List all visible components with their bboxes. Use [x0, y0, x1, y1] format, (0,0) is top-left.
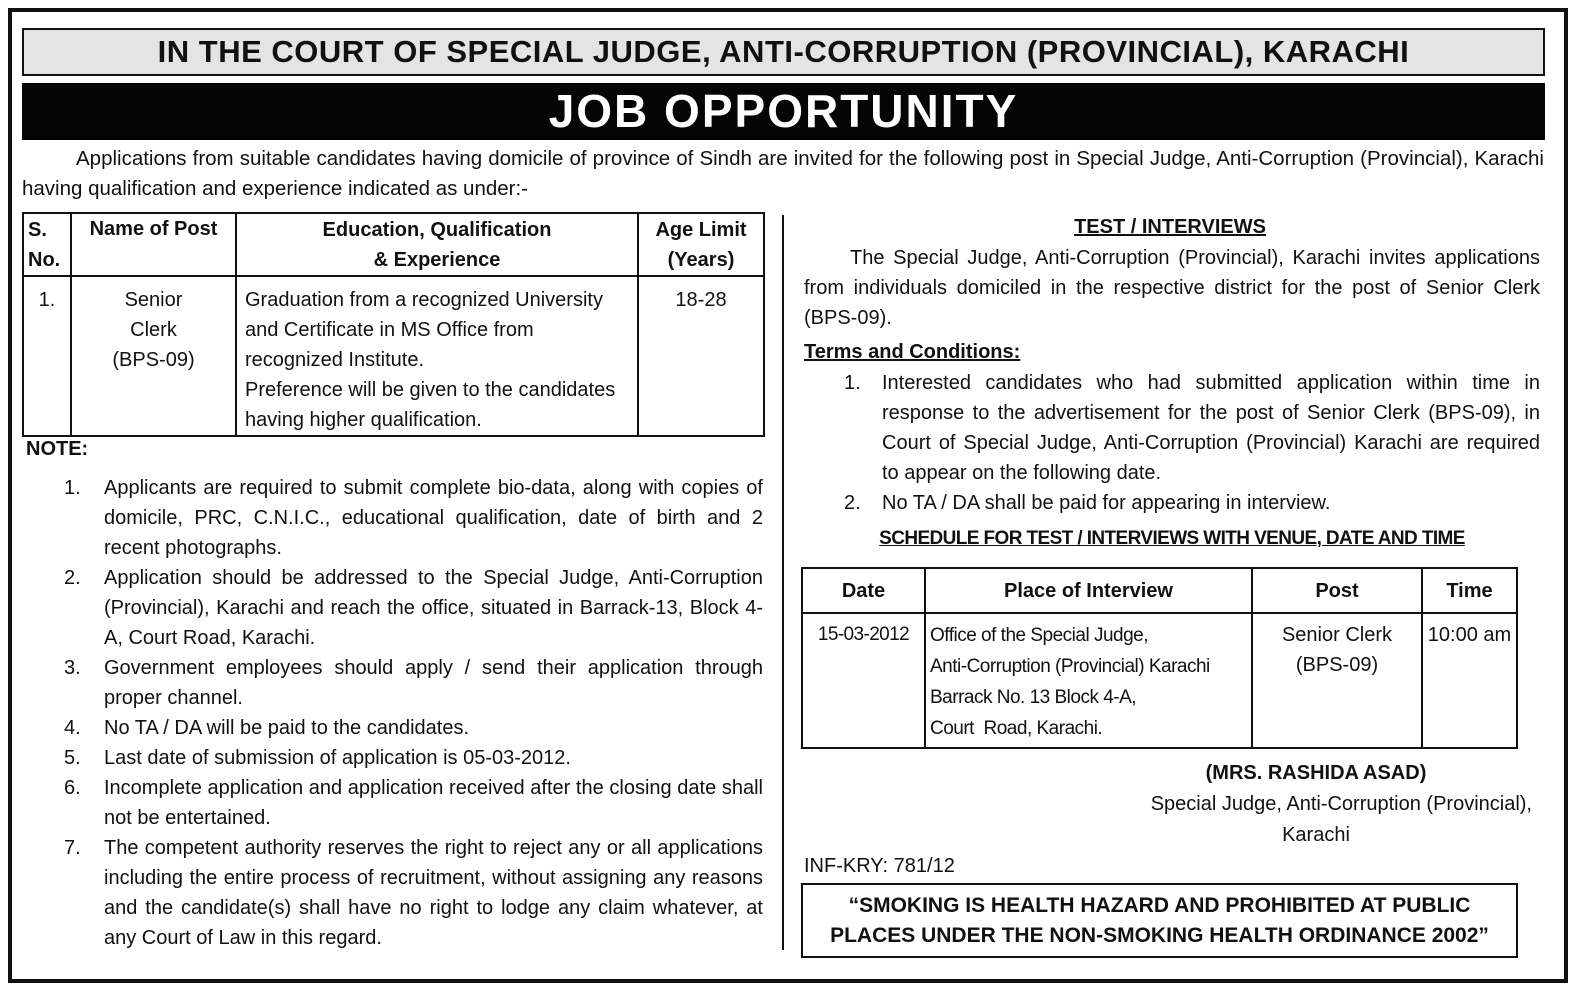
- table-row: [802, 613, 1517, 748]
- item-text: No TA / DA will be paid to the candidates.: [104, 717, 470, 739]
- header-name: Name of Post: [71, 213, 236, 276]
- header-date: Date: [802, 568, 925, 613]
- cell-post: [1252, 613, 1422, 748]
- header-age: Age Limit (Years): [638, 213, 764, 276]
- signatory-city: Karachi: [1282, 824, 1350, 846]
- schedule-heading: SCHEDULE FOR TEST / INTERVIEWS WITH VENUE, DATE AND TIME: [879, 528, 1465, 549]
- smoking-line: PLACES UNDER THE NON-SMOKING HEALTH ORDINANCE 2002”: [830, 924, 1489, 947]
- item-number: 1.: [64, 477, 81, 499]
- edu-preference: Preference will be given to the candidates having higher qualification.: [245, 379, 616, 431]
- item-text: Last date of submission of application is 05-03-2012.: [104, 747, 571, 769]
- header-sno: S. No.: [23, 213, 71, 276]
- list-item: [800, 368, 1540, 488]
- list-item: [22, 563, 763, 653]
- post-table: [22, 212, 765, 437]
- table-header-row: [23, 213, 764, 276]
- place-line: Office of the Special Judge,: [930, 625, 1149, 646]
- item-text: Interested candidates who had submitted application within time in response to the advertisement for the post of Senior Clerk (BPS-09), in Court of Special Judge, Anti-Corruption (Provincial) Karachi are required to appear on the following date.: [882, 372, 1540, 484]
- column-divider: [782, 215, 784, 950]
- header-post: Post: [1252, 568, 1422, 613]
- item-text: Incomplete application and application received after the closing date shall not be entertained.: [104, 777, 763, 829]
- list-item: [800, 488, 1540, 518]
- item-text: The competent authority reserves the right to reject any or all applications including the entire process of recruitment, without assigning any reasons and the candidate(s) shall have no right to lodge any claim whatever, at any Court of Law in this regard.: [104, 837, 763, 949]
- list-item: [22, 743, 763, 773]
- terms-heading: Terms and Conditions:: [804, 341, 1021, 363]
- cell-edu: [236, 276, 638, 436]
- list-item: [22, 773, 763, 833]
- item-number: 7.: [64, 837, 81, 859]
- place-line: Anti-Corruption (Provincial) Karachi: [930, 656, 1210, 677]
- item-number: 5.: [64, 747, 81, 769]
- test-paragraph: The Special Judge, Anti-Corruption (Provincial), Karachi invites applications from individuals domiciled in the respective district for the post of Senior Clerk (BPS-09).: [804, 247, 1540, 329]
- court-header: IN THE COURT OF SPECIAL JUDGE, ANTI-CORRUPTION (PROVINCIAL), KARACHI: [22, 28, 1545, 76]
- place-line: Barrack No. 13 Block 4-A,: [930, 687, 1137, 708]
- signatory-name: (MRS. RASHIDA ASAD): [1205, 762, 1427, 784]
- table-header-row: [802, 568, 1517, 613]
- table-row: [23, 276, 764, 436]
- item-text: No TA / DA shall be paid for appearing in interview.: [882, 492, 1331, 514]
- list-item: [22, 653, 763, 713]
- header-place: Place of Interview: [925, 568, 1252, 613]
- place-line: Court Road, Karachi.: [930, 718, 1103, 739]
- page-title: JOB OPPORTUNITY: [22, 83, 1545, 140]
- post-line: (BPS-09): [1295, 654, 1379, 676]
- item-number: 4.: [64, 717, 81, 739]
- terms-list: [800, 368, 1540, 518]
- intro-paragraph: Applications from suitable candidates having domicile of province of Sindh are invited for the following post in Special Judge, Anti-Corruption (Provincial), Karachi having qualification and experience indicated as under:-: [22, 147, 1544, 200]
- reference-number: INF-KRY: 781/12: [804, 855, 955, 877]
- test-heading: TEST / INTERVIEWS: [1074, 216, 1266, 238]
- cell-sno: 1.: [23, 276, 71, 436]
- header-edu: Education, Qualification & Experience: [236, 213, 638, 276]
- cell-date: 15-03-2012: [802, 613, 925, 748]
- list-item: [22, 713, 763, 743]
- item-text: Applicants are required to submit complete bio-data, along with copies of domicile, PRC, C.N.I.C., educational qualification, date of birth and 2 recent photographs.: [104, 477, 763, 559]
- item-number: 2.: [64, 567, 81, 589]
- cell-name: Senior Clerk (BPS-09): [71, 276, 236, 436]
- cell-age: 18-28: [638, 276, 764, 436]
- item-number: 1.: [844, 372, 861, 394]
- smoking-warning: [801, 883, 1518, 958]
- item-number: 3.: [64, 657, 81, 679]
- item-number: 2.: [844, 492, 861, 514]
- list-item: [22, 833, 763, 953]
- note-label: NOTE:: [26, 438, 89, 460]
- item-text: Government employees should apply / send their application through proper channel.: [104, 657, 763, 709]
- signatory-title: Special Judge, Anti-Corruption (Provincial),: [1150, 793, 1532, 815]
- edu-text: Graduation from a recognized University and Certificate in MS Office from recognized Institute.: [245, 289, 603, 371]
- list-item: [22, 473, 763, 563]
- cell-time: 10:00 am: [1422, 613, 1517, 748]
- item-number: 6.: [64, 777, 81, 799]
- smoking-line: “SMOKING IS HEALTH HAZARD AND PROHIBITED AT PUBLIC: [848, 894, 1471, 917]
- cell-place: [925, 613, 1252, 748]
- item-text: Application should be addressed to the Special Judge, Anti-Corruption (Provincial), Karachi and reach the office, situated in Barrack-13, Block 4-A, Court Road, Karachi.: [104, 567, 763, 649]
- schedule-table: [801, 567, 1518, 749]
- note-list: [22, 473, 763, 953]
- post-line: Senior Clerk: [1281, 624, 1393, 646]
- header-time: Time: [1422, 568, 1517, 613]
